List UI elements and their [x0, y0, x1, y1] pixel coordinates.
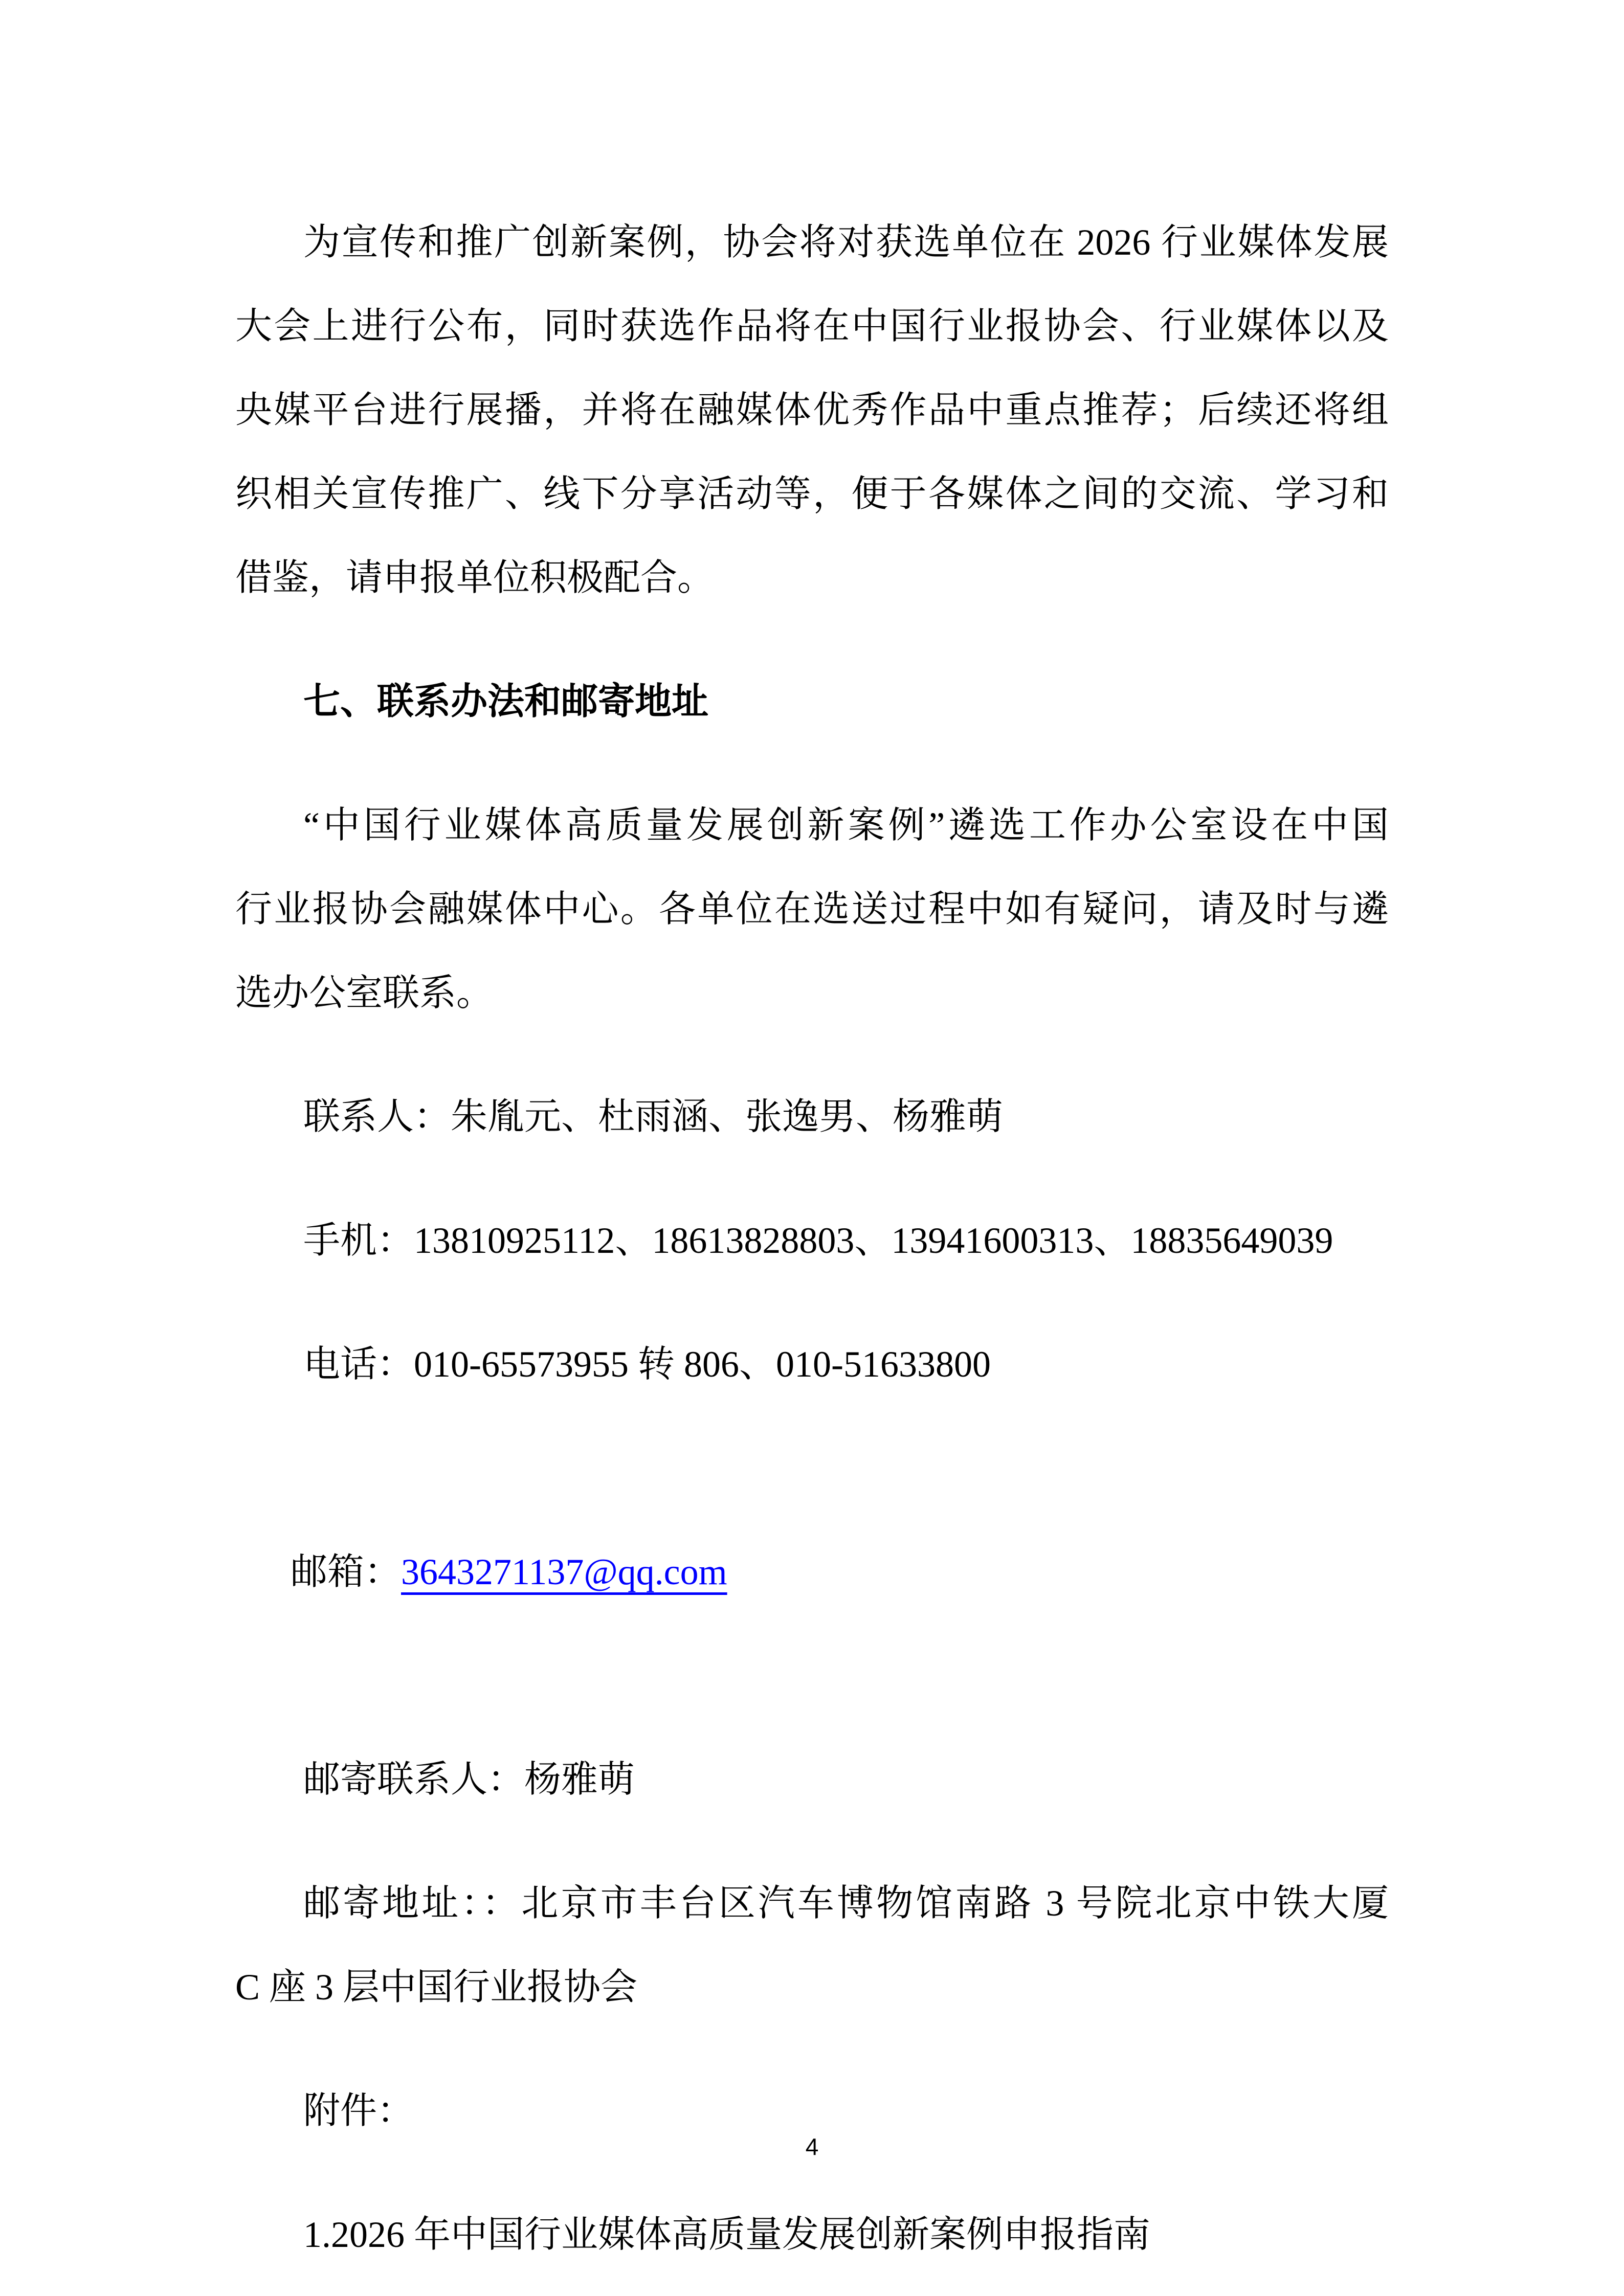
paragraph-line: 邮寄地址：：北京市丰台区汽车博物馆南路 3 号院北京中铁大厦	[303, 1883, 1389, 1924]
paragraph-line: 选办公室联系。	[235, 973, 494, 1014]
mobile-numbers-line: 手机：13810925112、18613828803、13941600313、18835649039	[303, 1220, 1333, 1261]
paragraph-line: 大会上进行公布，同时获选作品将在中国行业报协会、行业媒体以及	[235, 306, 1389, 347]
email-label: 邮箱：	[291, 1551, 402, 1592]
telephone-line: 电话：010-65573955 转 806、010-51633800	[303, 1344, 991, 1385]
paragraph-promotion	[235, 200, 1389, 620]
paragraph-line: 为宣传和推广创新案例，协会将对获选单位在 2026 行业媒体发展	[303, 222, 1389, 263]
mail-contact-line: 邮寄联系人：杨雅萌	[303, 1759, 635, 1800]
section-heading: 七、联系办法和邮寄地址	[303, 681, 709, 722]
paragraph-line: 借鉴，请申报单位积极配合。	[235, 557, 715, 598]
contact-person-line: 联系人：朱胤元、杜雨涵、张逸男、杨雅萌	[303, 1096, 1004, 1137]
paragraph-line: 央媒平台进行展播，并将在融媒体优秀作品中重点推荐；后续还将组	[235, 390, 1389, 431]
paragraph-office	[235, 783, 1389, 1035]
email-line	[235, 1446, 1389, 1698]
attachment-label-line: 附件：	[303, 2090, 414, 2131]
attachment-item-line: 1.2026 年中国行业媒体高质量发展创新案例申报指南	[303, 2214, 1151, 2255]
paragraph-line: C 座 3 层中国行业报协会	[235, 1967, 638, 2008]
page-number: 4	[805, 2133, 819, 2160]
paragraph-line: “中国行业媒体高质量发展创新案例”遴选工作办公室设在中国	[303, 805, 1389, 846]
mail-address-paragraph	[235, 1861, 1389, 2029]
email-link[interactable]: 3643271137@qq.com	[401, 1551, 727, 1592]
document-content	[235, 200, 1389, 2296]
paragraph-line: 行业报协会融媒体中心。各单位在选送过程中如有疑问，请及时与遴	[235, 889, 1389, 930]
paragraph-line: 织相关宣传推广、线下分享活动等，便于各媒体之间的交流、学习和	[235, 474, 1389, 514]
